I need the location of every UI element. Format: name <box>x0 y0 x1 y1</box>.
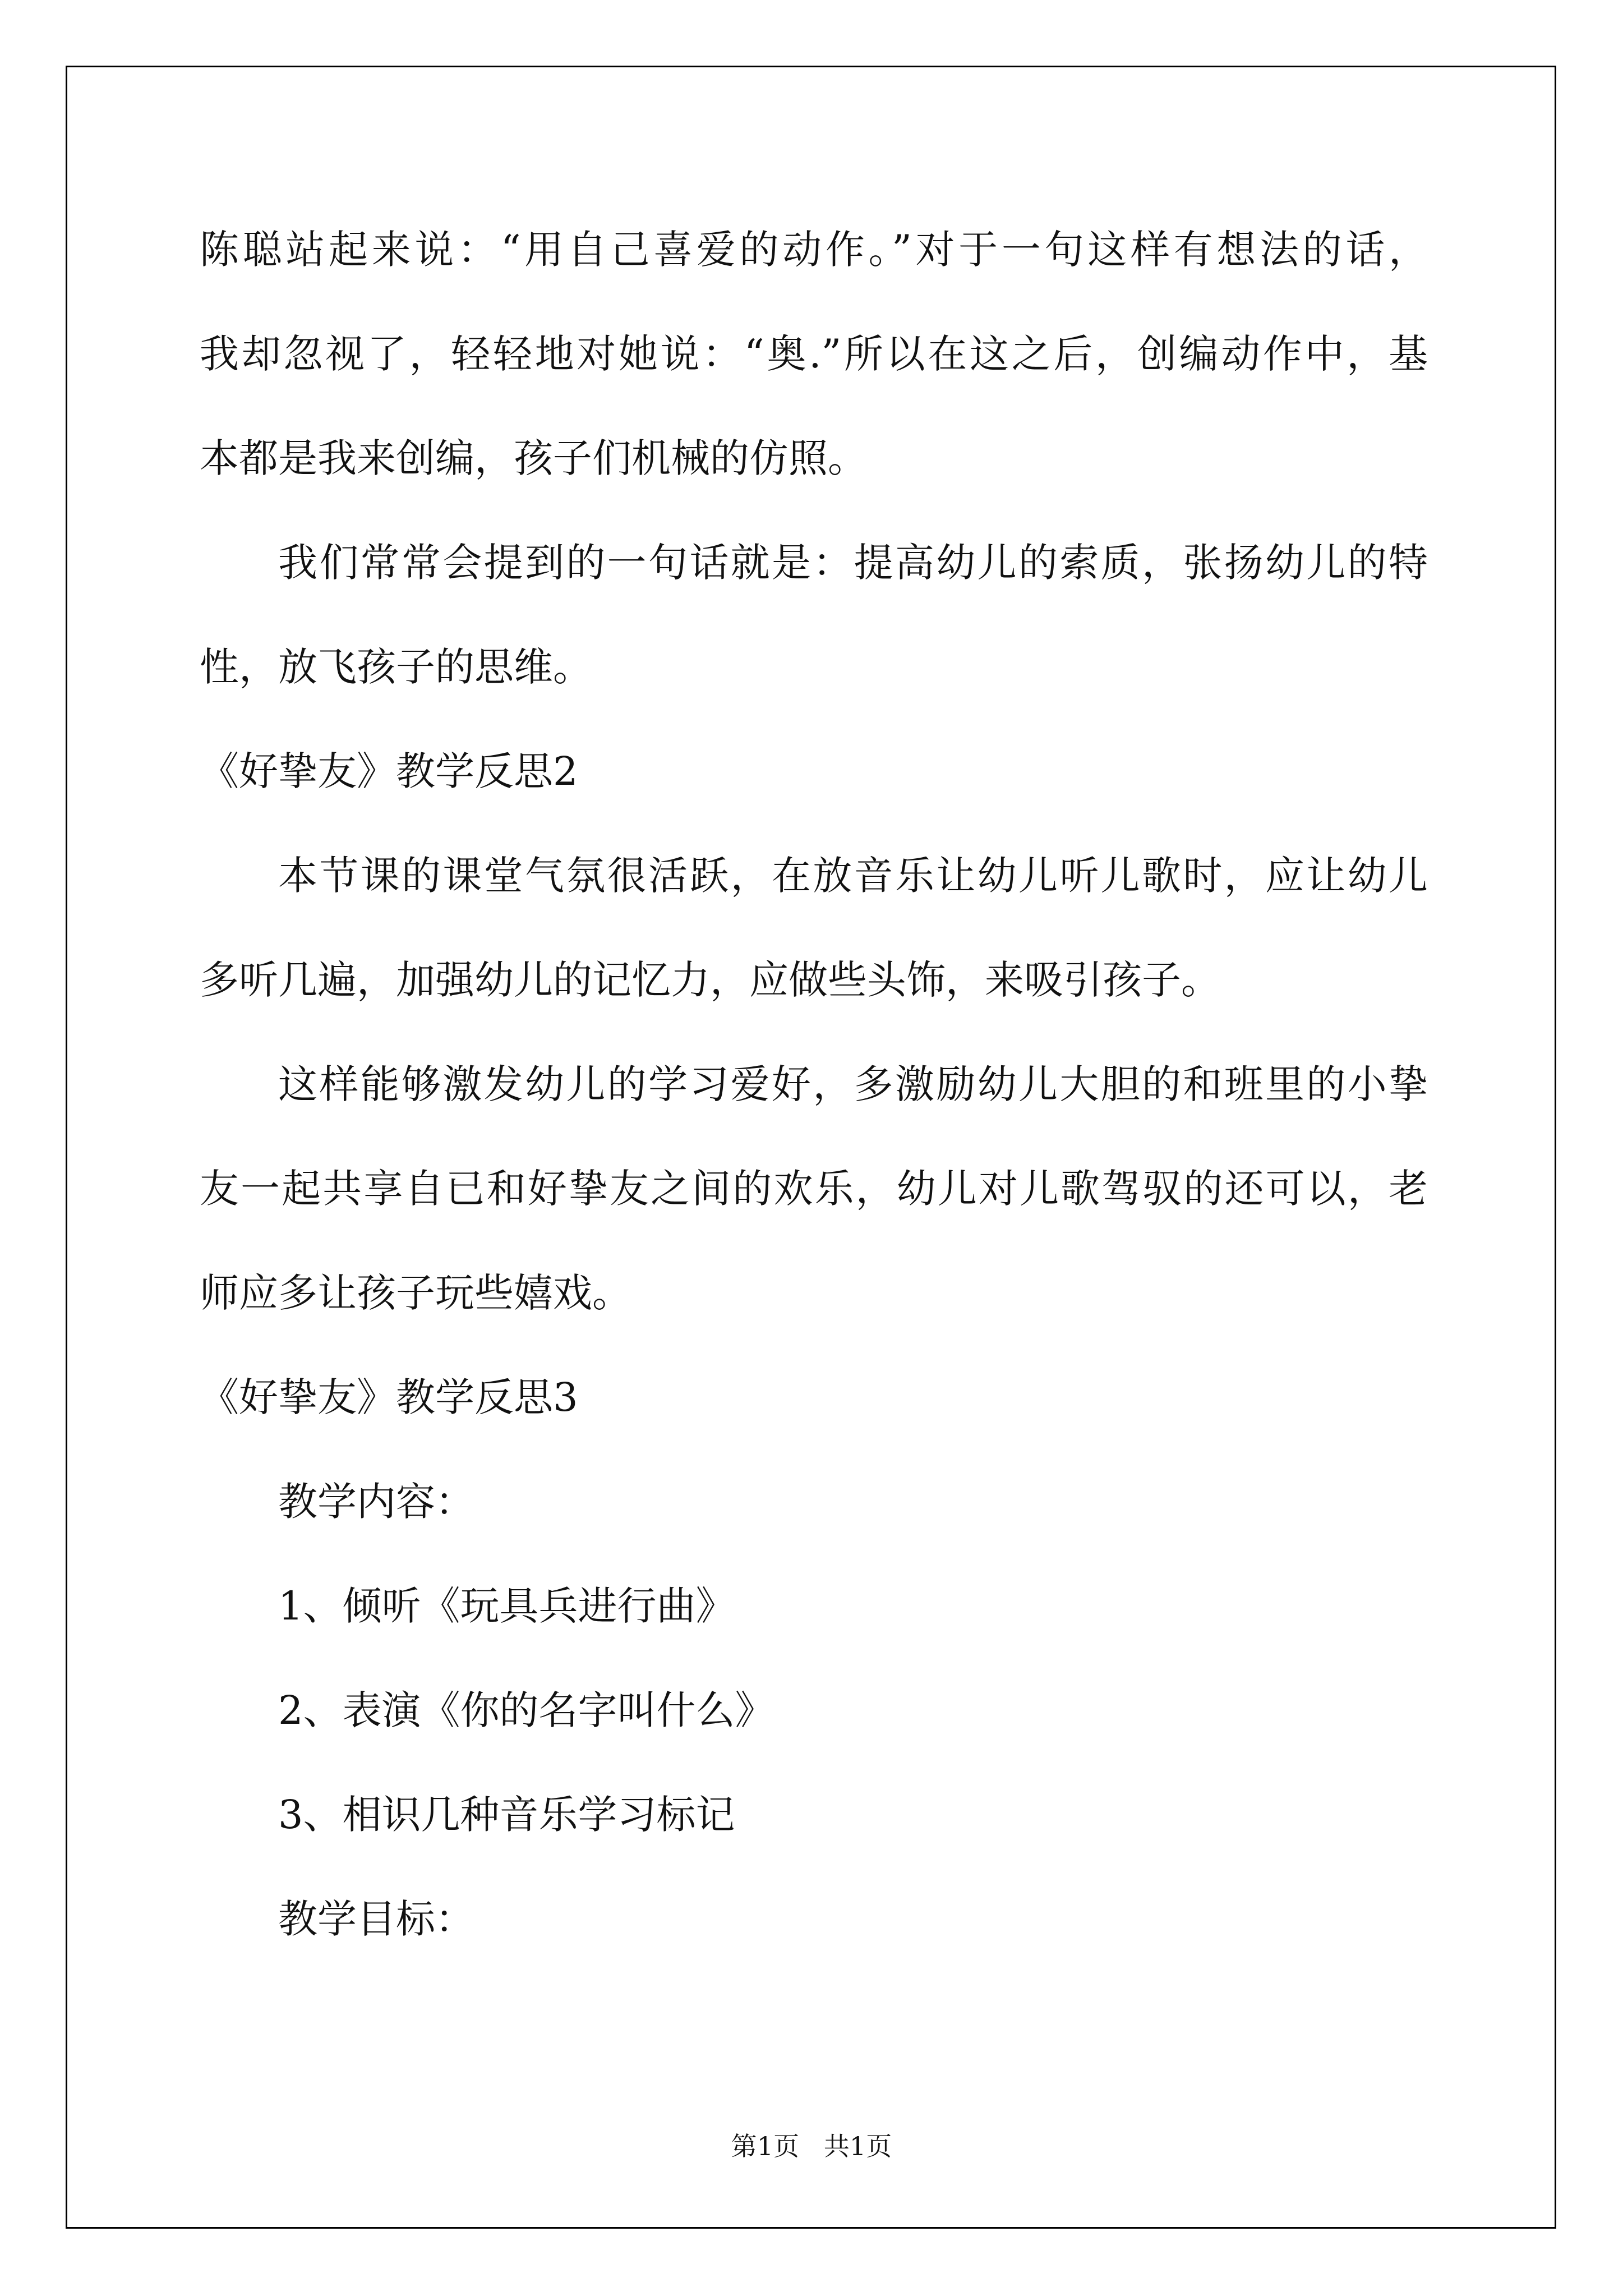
list-item: 3、相识几种音乐学习标记 <box>278 1792 735 1838</box>
paragraph-line: 我们常常会提到的一句话就是：提高幼儿的索质，张扬幼儿的特 <box>278 540 1428 586</box>
paragraph-line: 我却忽视了，轻轻地对她说：“奥.”所以在这之后，创编动作中，基 <box>200 331 1428 377</box>
list-item: 1、倾听《玩具兵进行曲》 <box>278 1583 735 1629</box>
page-number-footer: 第1页 共1页 <box>731 2131 892 2161</box>
paragraph-line: 性，放飞孩子的思维。 <box>200 644 592 690</box>
section-heading: 《好挚友》教学反思2 <box>200 748 578 794</box>
paragraph-line: 友一起共享自已和好挚友之间的欢乐，幼儿对儿歌驾驭的还可以，老 <box>200 1166 1428 1212</box>
document-body <box>200 219 1428 1993</box>
section-heading: 《好挚友》教学反思3 <box>200 1374 578 1420</box>
list-item: 2、表演《你的名字叫什么》 <box>278 1687 774 1733</box>
paragraph-line: 师应多让孩子玩些嬉戏。 <box>200 1270 631 1316</box>
paragraph-line: 多听几遍，加强幼儿的记忆力，应做些头饰，来吸引孩子。 <box>200 957 1220 1003</box>
paragraph-line: 教学内容： <box>278 1479 474 1525</box>
paragraph-line: 本都是我来创编，孩子们机械的仿照。 <box>200 435 867 481</box>
paragraph-line: 教学目标： <box>278 1896 474 1942</box>
paragraph-line: 这样能够激发幼儿的学习爱好，多激励幼儿大胆的和班里的小挚 <box>278 1061 1428 1107</box>
paragraph-line: 陈聪站起来说：“用自己喜爱的动作。”对于一句这样有想法的话， <box>200 227 1428 273</box>
paragraph-line: 本节课的课堂气氛很活跃，在放音乐让幼儿听儿歌时，应让幼儿 <box>278 853 1428 899</box>
